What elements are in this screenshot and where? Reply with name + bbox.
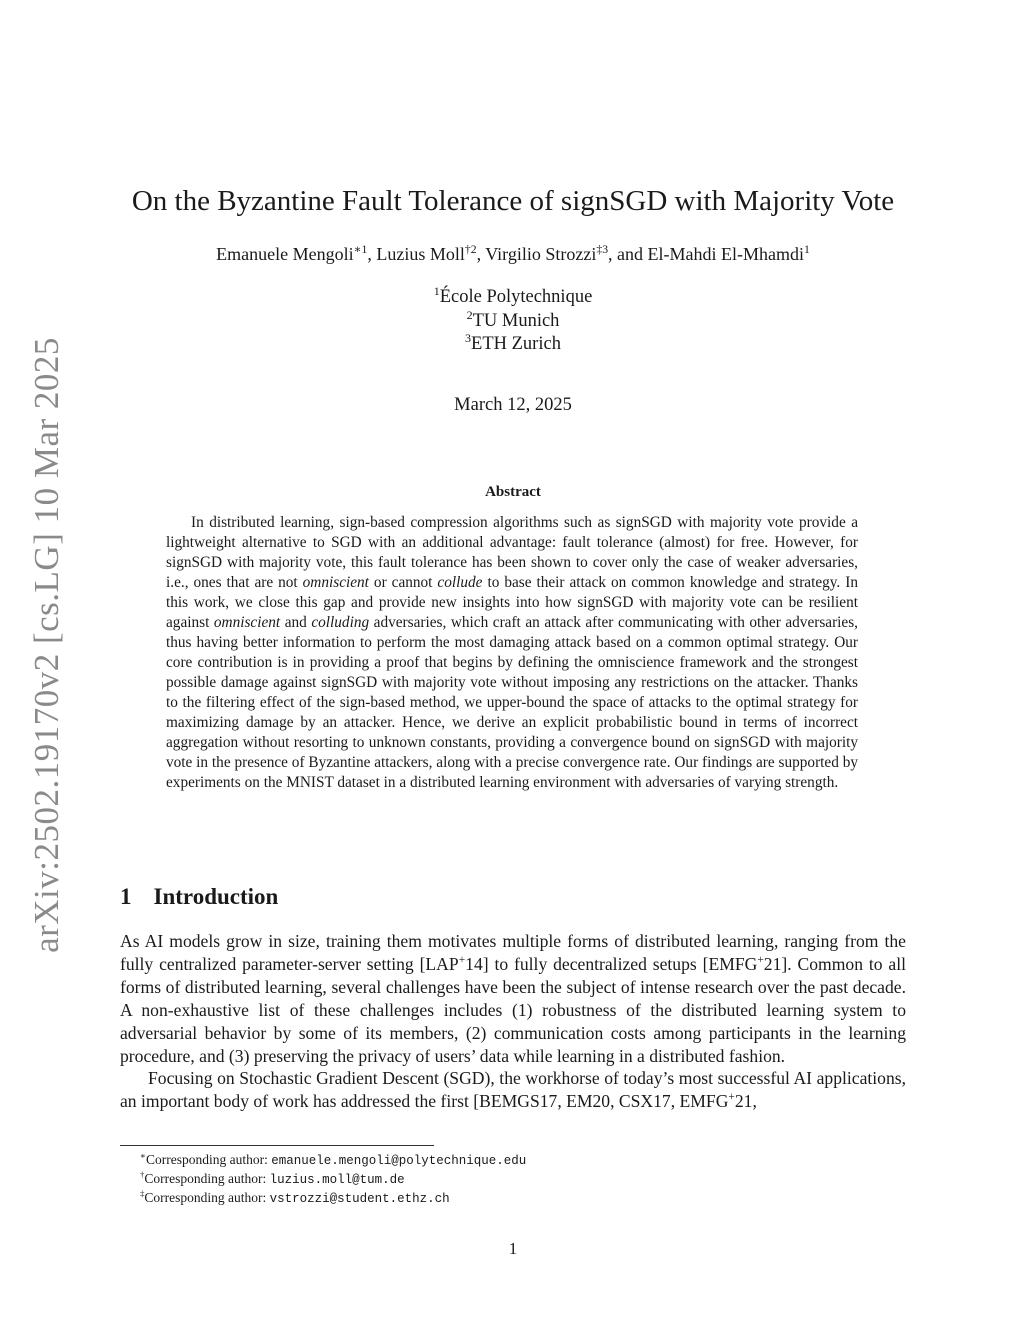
footnote-mark: ‡ <box>140 1188 145 1199</box>
citation-superscript: + <box>458 954 466 967</box>
section-number: 1 <box>120 884 132 909</box>
footnote <box>140 1151 526 1170</box>
intro-text: 21]. Common to all forms of distributed learning, several challenges have been the subject of intense research over the past decade. A non-exhaustive list of these challenges includes (1) robustness of the distributed learning system to adversarial behavior by some of its members, (2) communication costs among participants in the learning procedure, and (3) preserving the privacy of users’ data while learning in a distributed fashion. <box>120 953 907 1066</box>
affiliation-name: École Polytechnique <box>439 287 593 307</box>
intro-text: As AI models grow in size, training them motivates multiple forms of distributed learning, ranging from the fully centralized parameter-server setting [LAP <box>120 931 906 974</box>
intro-paragraph <box>120 930 906 1067</box>
author-separator: , <box>476 244 486 264</box>
footnote-label: Corresponding author: <box>144 1190 270 1205</box>
intro-paragraph <box>120 1067 906 1113</box>
footnote-email[interactable]: luzius.moll@tum.de <box>269 1173 405 1187</box>
paper-title: On the Byzantine Fault Tolerance of signSGD with Majority Vote <box>131 185 895 217</box>
introduction-body <box>120 930 906 1113</box>
footnote <box>140 1189 526 1208</box>
footnote-list <box>140 1151 526 1208</box>
author-name: El-Mahdi El-Mhamdi <box>647 244 805 264</box>
affiliation-mark: 2 <box>466 307 473 322</box>
footnote <box>140 1170 526 1189</box>
abstract-emphasis: collude <box>437 574 483 591</box>
author-list <box>120 244 906 265</box>
author-name: Virgilio Strozzi <box>485 244 597 264</box>
affiliation <box>120 330 906 357</box>
author-separator: , and <box>608 244 648 264</box>
affiliation-mark: 3 <box>465 330 472 345</box>
affiliation-mark: 1 <box>433 283 440 298</box>
footnote-label: Corresponding author: <box>145 1152 272 1167</box>
footnote-label: Corresponding author: <box>144 1171 270 1186</box>
abstract-emphasis: colluding <box>311 614 370 631</box>
affiliation-list <box>120 283 906 357</box>
author-marks: ∗1 <box>353 243 368 256</box>
intro-text: Focusing on Stochastic Gradient Descent (SGD), the workhorse of today’s most successful AI applications, an important body of work has addressed the first [BEMGS17, EM20, CSX17, EMFG <box>120 1068 906 1112</box>
abstract-emphasis: omniscient <box>302 574 369 591</box>
author-name: Emanuele Mengoli <box>216 244 354 264</box>
abstract-heading: Abstract <box>485 484 541 500</box>
author-separator: , <box>367 244 377 264</box>
affiliation <box>120 283 906 310</box>
citation-superscript: + <box>757 954 764 967</box>
author-name: Luzius Moll <box>376 244 465 264</box>
affiliation <box>120 307 906 334</box>
arxiv-identifier: arXiv:2502.19170v2 [cs.LG] 10 Mar 2025 <box>27 337 66 953</box>
author-marks: ‡3 <box>596 243 609 256</box>
abstract-body <box>166 513 858 793</box>
abstract-text: or cannot <box>368 574 438 591</box>
intro-text: 21, <box>734 1091 757 1112</box>
page-number: 1 <box>508 1239 518 1258</box>
abstract-emphasis: omniscient <box>213 614 281 631</box>
author-marks: 1 <box>804 243 810 256</box>
footnote-divider <box>120 1145 434 1146</box>
footnote-mark: ∗ <box>140 1150 146 1161</box>
abstract-text: to base their attack on common knowledge and strategy. In this work, we close this gap and provide new insights into how signSGD with majority vote can be resilient against <box>166 574 858 631</box>
affiliation-name: TU Munich <box>472 310 560 331</box>
abstract-text: and <box>280 614 312 631</box>
author-marks: †2 <box>464 243 477 256</box>
section-title: Introduction <box>153 884 279 909</box>
affiliation-name: ETH Zurich <box>471 334 561 354</box>
paper-date: March 12, 2025 <box>454 395 572 415</box>
abstract-text: adversaries, which craft an attack after communicating with other adversaries, thus having better information to perform the most damaging attack based on a common optimal strategy. Our core contribution is in providing a proof that begins by defining the omniscience framework and the strongest possible damage against signSGD with majority vote without imposing any restrictions on the attacker. Thanks to the filtering effect of the sign-based method, we upper-bound the space of attacks to the optimal strategy for maximizing damage by an attacker. Hence, we derive an explicit probabilistic bound in terms of incorrect aggregation without resorting to unknown constants, providing a convergence bound on signSGD with majority vote in the presence of Byzantine attackers, along with a precise convergence rate. Our findings are supported by experiments on the MNIST dataset in a distributed learning environment with adversaries of varying strength. <box>166 614 858 791</box>
citation-superscript: + <box>728 1091 735 1104</box>
footnote-email[interactable]: emanuele.mengoli@polytechnique.edu <box>271 1154 527 1168</box>
footnote-mark: † <box>140 1169 145 1180</box>
intro-text: 14] to fully decentralized setups [EMFG <box>465 953 758 974</box>
abstract-text: In distributed learning, sign-based compression algorithms such as signSGD with majority vote provide a lightweight alternative to SGD with an additional advantage: fault tolerance (almost) for free. However, for signSGD with majority vote, this fault tolerance has been shown to cover only the case of weaker adversaries, i.e., ones that are not <box>166 514 858 591</box>
footnote-email[interactable]: vstrozzi@student.ethz.ch <box>269 1192 450 1206</box>
section-heading-introduction <box>120 884 278 910</box>
